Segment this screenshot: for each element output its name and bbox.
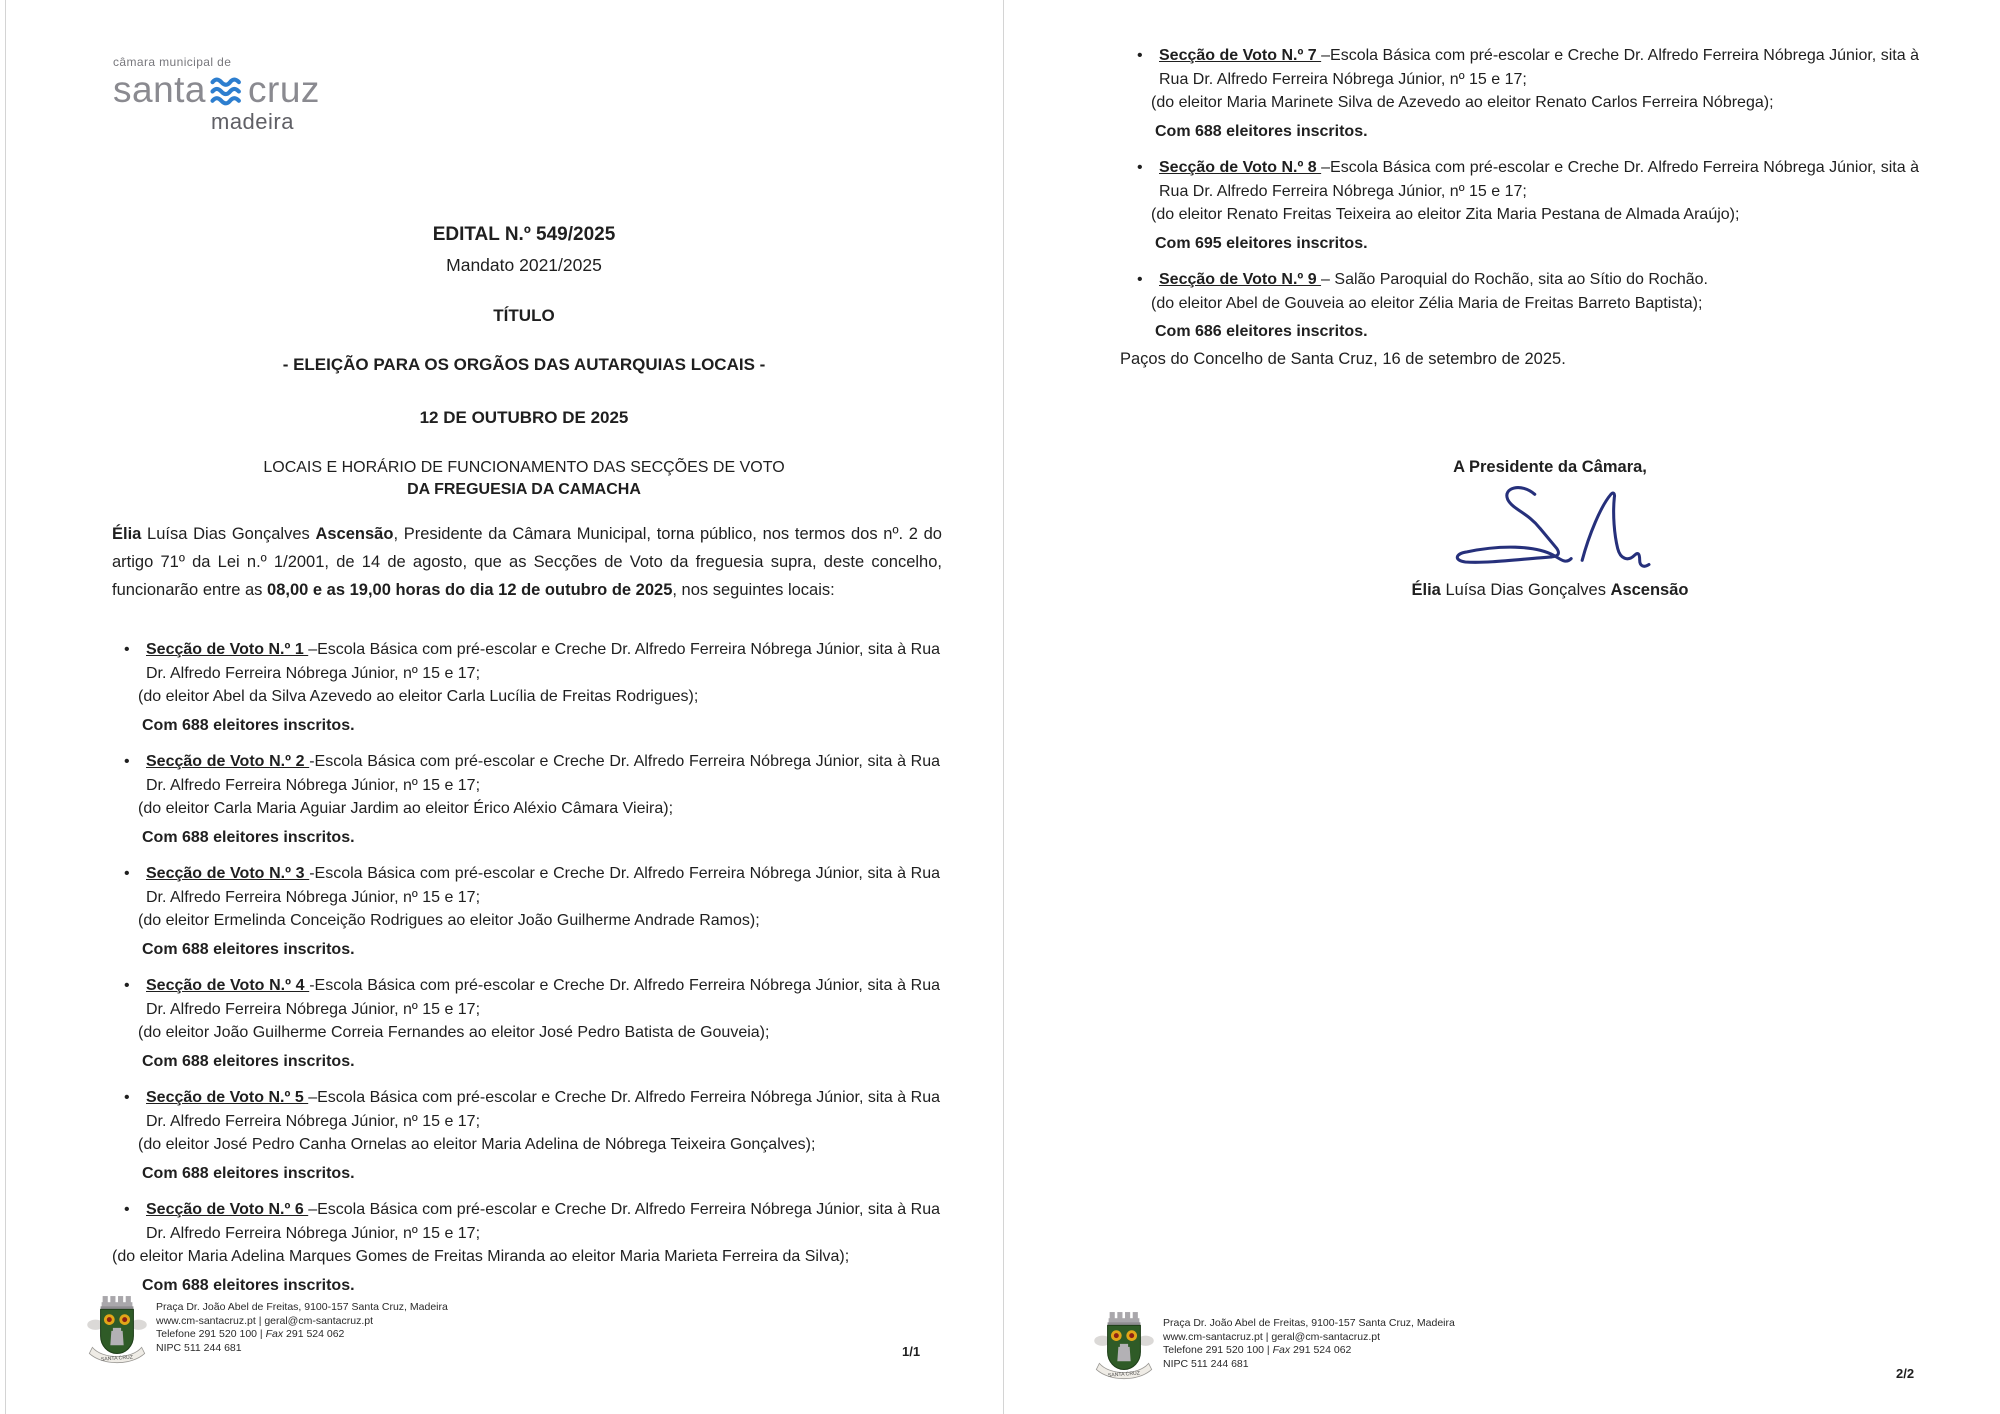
- list-item: [1125, 156, 1919, 255]
- section-electors: (do eleitor João Guilherme Correia Fernandes ao eleitor José Pedro Batista de Gouveia);: [138, 1024, 770, 1041]
- section-electors: (do eleitor José Pedro Canha Ornelas ao eleitor Maria Adelina de Nóbrega Teixeira Gonçalves);: [138, 1136, 816, 1153]
- section-title: Secção de Voto N.º 2: [146, 753, 310, 770]
- section-desc: – Salão Paroquial do Rochão, sita ao Sítio do Rochão.: [1321, 271, 1708, 288]
- section-count: Com 688 eleitores inscritos.: [142, 1276, 355, 1294]
- section-title: Secção de Voto N.º 3: [146, 865, 310, 882]
- signature-block: [1330, 458, 1770, 600]
- list-item: [112, 862, 940, 961]
- page-divider-line: [1003, 0, 1004, 1414]
- section-desc: -Escola Básica com pré-escolar e Creche Dr. Alfredo Ferreira Nóbrega Júnior, sita à Rua Dr. Alfredo Ferreira Nóbrega Júnior, nº 15 e 17;: [146, 977, 940, 1018]
- page-edge-line: [5, 0, 6, 1414]
- section-electors: (do eleitor Ermelinda Conceição Rodrigues ao eleitor João Guilherme Andrade Ramos);: [138, 912, 760, 929]
- footer-nipc: NIPC 511 244 681: [156, 1341, 242, 1354]
- closing-dateline: Paços do Concelho de Santa Cruz, 16 de setembro de 2025.: [1120, 350, 1566, 368]
- list-item: [112, 1086, 940, 1185]
- logo-wordmark: [113, 71, 320, 108]
- crest-icon: [86, 1294, 148, 1374]
- footer-web-email: www.cm-santacruz.pt | geral@cm-santacruz.pt: [1163, 1330, 1381, 1343]
- section-heading: [146, 862, 940, 909]
- section-heading: [1159, 268, 1919, 292]
- footer-contact: [156, 1294, 448, 1355]
- intro-text-2: , Presidente da Câmara Municipal, torna público, nos termos dos nº. 2 do artigo 71º da Lei n.º 1/2001, de 14 de agosto, que as Secções de Voto da freguesia supra, deste concelho, funcionarão entre as: [112, 525, 942, 599]
- intro-text-3: , nos seguintes locais:: [672, 581, 835, 599]
- section-desc: –Escola Básica com pré-escolar e Creche Dr. Alfredo Ferreira Nóbrega Júnior, sita à Rua Dr. Alfredo Ferreira Nóbrega Júnior, nº 15 e 17;: [1159, 159, 1919, 200]
- title-label: TÍTULO: [493, 306, 555, 325]
- section-title: Secção de Voto N.º 6: [146, 1201, 309, 1218]
- subtitle-freguesia: DA FREGUESIA DA CAMACHA: [407, 481, 641, 498]
- section-count: Com 688 eleitores inscritos.: [142, 1164, 355, 1182]
- mandate: Mandato 2021/2025: [446, 255, 602, 275]
- list-item: [112, 750, 940, 849]
- section-count: Com 688 eleitores inscritos.: [1155, 122, 1368, 140]
- section-heading: [1159, 44, 1919, 91]
- section-desc: –Escola Básica com pré-escolar e Creche Dr. Alfredo Ferreira Nóbrega Júnior, sita à Rua Dr. Alfredo Ferreira Nóbrega Júnior, nº 15 e 17;: [146, 641, 940, 682]
- page-footer: [1093, 1310, 1455, 1390]
- election-title: - ELEIÇÃO PARA OS ORGÃOS DAS AUTARQUIAS LOCAIS -: [282, 355, 766, 374]
- municipality-logo: [113, 55, 320, 135]
- svg-text:SANTA CRUZ: SANTA CRUZ: [100, 1354, 134, 1363]
- signatory-name: Élia Luísa Dias Gonçalves Ascensão: [1411, 581, 1689, 599]
- section-electors: (do eleitor Maria Adelina Marques Gomes de Freitas Miranda ao eleitor Maria Marieta Ferreira da Silva);: [112, 1248, 850, 1265]
- voting-sections-list-page1: [112, 638, 940, 1310]
- fax-label: Fax: [1272, 1344, 1291, 1356]
- fax-label: Fax: [265, 1328, 284, 1340]
- section-title: Secção de Voto N.º 1: [146, 641, 309, 658]
- intro-bold-first-name: Élia: [112, 525, 142, 543]
- section-title: Secção de Voto N.º 7: [1159, 47, 1322, 64]
- section-electors: (do eleitor Maria Marinete Silva de Azevedo ao eleitor Renato Carlos Ferreira Nóbrega);: [1151, 94, 1774, 111]
- section-desc: –Escola Básica com pré-escolar e Creche Dr. Alfredo Ferreira Nóbrega Júnior, sita à Rua Dr. Alfredo Ferreira Nóbrega Júnior, nº 15 e 17;: [1159, 47, 1919, 88]
- section-electors: (do eleitor Carla Maria Aguiar Jardim ao eleitor Érico Aléxio Câmara Vieira);: [138, 800, 674, 817]
- intro-text-1: Luísa Dias Gonçalves: [141, 525, 316, 543]
- section-count: Com 688 eleitores inscritos.: [142, 940, 355, 958]
- intro-paragraph: [112, 520, 942, 604]
- signature-icon: [1440, 479, 1660, 579]
- page-number: 2/2: [1896, 1366, 1915, 1381]
- footer-phone-fax: Telefone 291 520 100 | Fax 291 524 062: [1163, 1344, 1352, 1356]
- footer-contact: [1163, 1310, 1455, 1371]
- section-count: Com 686 eleitores inscritos.: [1155, 323, 1368, 340]
- list-item: [112, 638, 940, 737]
- voting-sections-list-page2: [1125, 44, 1919, 357]
- page-number: 1/1: [902, 1344, 921, 1359]
- subtitle-locais: LOCAIS E HORÁRIO DE FUNCIONAMENTO DAS SECÇÕES DE VOTO: [263, 459, 785, 476]
- section-heading: [146, 1198, 940, 1245]
- intro-bold-hours: 08,00 e as 19,00 horas do dia 12 de outubro de 2025: [267, 581, 673, 599]
- section-desc: –Escola Básica com pré-escolar e Creche Dr. Alfredo Ferreira Nóbrega Júnior, sita à Rua Dr. Alfredo Ferreira Nóbrega Júnior, nº 15 e 17;: [146, 1089, 940, 1130]
- section-title: Secção de Voto N.º 8: [1159, 159, 1322, 176]
- footer-phone-fax: Telefone 291 520 100 | Fax 291 524 062: [156, 1328, 345, 1340]
- section-electors: (do eleitor Abel da Silva Azevedo ao eleitor Carla Lucília de Freitas Rodrigues);: [138, 688, 699, 705]
- section-electors: (do eleitor Renato Freitas Teixeira ao eleitor Zita Maria Pestana de Almada Araújo);: [1151, 206, 1740, 223]
- section-desc: -Escola Básica com pré-escolar e Creche Dr. Alfredo Ferreira Nóbrega Júnior, sita à Rua Dr. Alfredo Ferreira Nóbrega Júnior, nº 15 e 17;: [146, 865, 940, 906]
- footer-nipc: NIPC 511 244 681: [1163, 1357, 1249, 1370]
- section-heading: [146, 974, 940, 1021]
- svg-text:SANTA CRUZ: SANTA CRUZ: [1107, 1370, 1141, 1379]
- page-footer: [86, 1294, 448, 1374]
- section-desc: -Escola Básica com pré-escolar e Creche Dr. Alfredo Ferreira Nóbrega Júnior, sita à Rua Dr. Alfredo Ferreira Nóbrega Júnior, nº 15 e 17;: [146, 753, 940, 794]
- edital-number: EDITAL N.º 549/2025: [432, 224, 616, 245]
- logo-region: madeira: [211, 109, 294, 134]
- section-count: Com 688 eleitores inscritos.: [142, 716, 355, 734]
- section-desc: –Escola Básica com pré-escolar e Creche Dr. Alfredo Ferreira Nóbrega Júnior, sita à Rua Dr. Alfredo Ferreira Nóbrega Júnior, nº 15 e 17;: [146, 1201, 940, 1242]
- list-item: [112, 1198, 940, 1297]
- section-heading: [146, 750, 940, 797]
- intro-bold-last-name: Ascensão: [315, 525, 394, 543]
- list-item: [1125, 44, 1919, 143]
- section-count: Com 695 eleitores inscritos.: [1155, 234, 1368, 252]
- election-date: 12 DE OUTUBRO DE 2025: [419, 408, 629, 427]
- section-title: Secção de Voto N.º 5: [146, 1089, 309, 1106]
- logo-part2: cruz: [248, 69, 320, 110]
- section-heading: [146, 1086, 940, 1133]
- footer-web-email: www.cm-santacruz.pt | geral@cm-santacruz.pt: [156, 1314, 374, 1327]
- page-2: [1000, 0, 2000, 1414]
- logo-part1: santa: [113, 69, 207, 110]
- footer-address: Praça Dr. João Abel de Freitas, 9100-157 Santa Cruz, Madeira: [1163, 1317, 1455, 1329]
- section-count: Com 688 eleitores inscritos.: [142, 828, 355, 846]
- waves-icon: [209, 77, 245, 108]
- section-title: Secção de Voto N.º 9: [1159, 271, 1322, 288]
- signatory-role: A Presidente da Câmara,: [1453, 458, 1647, 476]
- section-heading: [1159, 156, 1919, 203]
- section-heading: [146, 638, 940, 685]
- section-title: Secção de Voto N.º 4: [146, 977, 310, 994]
- section-count: Com 688 eleitores inscritos.: [142, 1052, 355, 1070]
- logo-small-text: câmara municipal de: [113, 55, 232, 69]
- list-item: [112, 974, 940, 1073]
- document-header: [106, 224, 942, 499]
- crest-icon: [1093, 1310, 1155, 1390]
- list-item: [1125, 268, 1919, 344]
- section-electors: (do eleitor Abel de Gouveia ao eleitor Zélia Maria de Freitas Barreto Baptista);: [1151, 294, 1703, 312]
- footer-address: Praça Dr. João Abel de Freitas, 9100-157 Santa Cruz, Madeira: [156, 1301, 448, 1313]
